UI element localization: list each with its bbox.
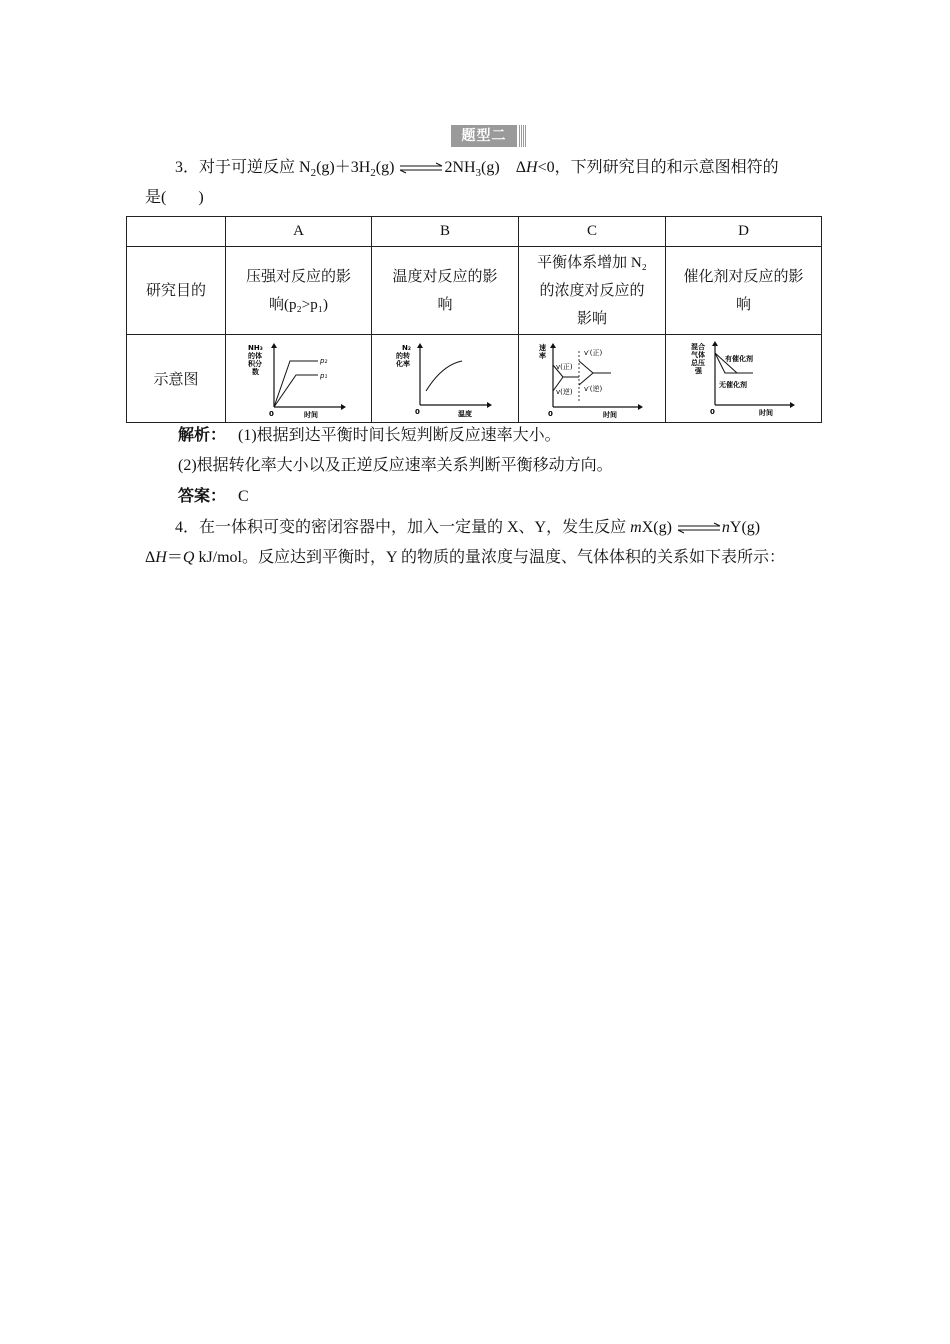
- graph-d-x-label: 时间: [758, 408, 773, 417]
- graph-c-y-label-2: 率: [539, 351, 546, 360]
- graph-c-rev-after: [579, 373, 593, 385]
- graph-a-curve-p1: [274, 375, 318, 407]
- graph-c-fwd-after: [579, 361, 593, 373]
- purpose-b: 温度对反应的影 响: [372, 247, 519, 335]
- graph-d-y-label-4: 强: [694, 366, 702, 375]
- graph-c-x-label: 时间: [603, 410, 617, 419]
- diagram-a: [226, 335, 372, 423]
- graph-b-y-label-2: 的转: [396, 351, 410, 360]
- question-3-table: [126, 216, 822, 423]
- graph-c-label-v-rev2: v′(逆): [584, 384, 603, 393]
- graph-d-label-with-cat: 有催化剂: [724, 354, 753, 363]
- graph-a-label-p1: p₁: [319, 371, 327, 380]
- row-label-diagram: 示意图: [127, 335, 226, 423]
- purpose-a: 压强对反应的影 响(p₂>p₁): [226, 247, 372, 335]
- graph-c-label-v-rev: v(逆): [556, 387, 573, 396]
- graph-d-y-label-1: 混合: [690, 342, 705, 351]
- graph-a-y-label-2: 的体: [247, 351, 262, 360]
- graph-a-y-label-1: NH₃: [247, 343, 263, 352]
- graph-a-curve-p2: [274, 361, 318, 407]
- graph-a: [244, 339, 354, 419]
- graph-b-x-label: 温度: [458, 409, 472, 418]
- section-badge: 题型二: [451, 125, 517, 147]
- table-header-d: D: [666, 217, 822, 247]
- table-header-c: C: [519, 217, 666, 247]
- graph-a-origin: 0: [268, 409, 274, 418]
- question-4-line-1: 4．在一体积可变的密闭容器中，加入一定量的 X、Y，发生反应 mX(g) nY(g): [175, 519, 761, 536]
- graph-b-y-label-1: N₂: [402, 343, 411, 352]
- question-4-line-2: ΔH＝Q kJ/mol。反应达到平衡时，Y 的物质的量浓度与温度、气体体积的关系如下表所示：: [145, 549, 785, 566]
- answer-label: 答案：: [178, 488, 227, 505]
- graph-d-y-label-3: 总压: [690, 358, 705, 367]
- equilibrium-arrow-icon: [398, 162, 444, 174]
- graph-b: [390, 339, 500, 419]
- answer-line: [178, 485, 249, 509]
- graph-a-x-label: 时间: [303, 410, 318, 419]
- graph-a-y-label-3: 积分: [247, 359, 262, 368]
- table-corner-cell: [127, 217, 226, 247]
- analysis-line-1: [178, 424, 561, 448]
- question-3-line-1: 3．对于可逆反应 $N_2(g)+3H_2(g)$ $2NH_3(g)$ ΔH<0，下列研究目的和示意图相符的: [175, 159, 779, 180]
- purpose-d: 催化剂对反应的影 响: [666, 247, 822, 335]
- table-row-purpose: [127, 247, 822, 335]
- equilibrium-arrow-icon: [676, 522, 722, 534]
- table-header-row: [127, 217, 822, 247]
- graph-c-y-label-1: 速: [539, 343, 546, 352]
- table-header-b: B: [372, 217, 519, 247]
- row-label-purpose: 研究目的: [127, 247, 226, 335]
- answer-value: C: [238, 488, 249, 505]
- graph-c-label-v-fwd: v(正): [556, 362, 573, 371]
- diagram-c: [519, 335, 666, 423]
- graph-c: [537, 339, 647, 419]
- analysis-label: 解析：: [178, 427, 227, 444]
- diagram-d: [666, 335, 822, 423]
- graph-a-y-label-4: 数: [251, 367, 259, 376]
- graph-d-origin: 0: [709, 407, 715, 416]
- diagram-b: [372, 335, 519, 423]
- graph-d: [689, 339, 799, 419]
- graph-d-y-label-2: 气体: [690, 350, 705, 359]
- graph-d-label-no-cat: 无催化剂: [718, 380, 747, 389]
- graph-b-y-label-3: 化率: [396, 359, 410, 368]
- table-header-a: A: [226, 217, 372, 247]
- graph-b-curve: [426, 361, 462, 391]
- graph-b-origin: 0: [415, 407, 420, 416]
- badge-decoration: [519, 125, 527, 147]
- analysis-line-2: (2)根据转化率大小以及正逆反应速率关系判断平衡移动方向。: [178, 457, 613, 474]
- purpose-c: 平衡体系增加 N₂ 的浓度对反应的 影响: [519, 247, 666, 335]
- graph-a-label-p2: p₂: [319, 356, 327, 365]
- question-3-line-2: 是( ): [145, 189, 204, 206]
- analysis-text-1: (1)根据到达平衡时间长短判断反应速率大小。: [238, 427, 561, 444]
- graph-c-origin: 0: [548, 409, 553, 418]
- graph-c-label-v-fwd2: v′(正): [584, 348, 603, 357]
- table-row-diagram: [127, 335, 822, 423]
